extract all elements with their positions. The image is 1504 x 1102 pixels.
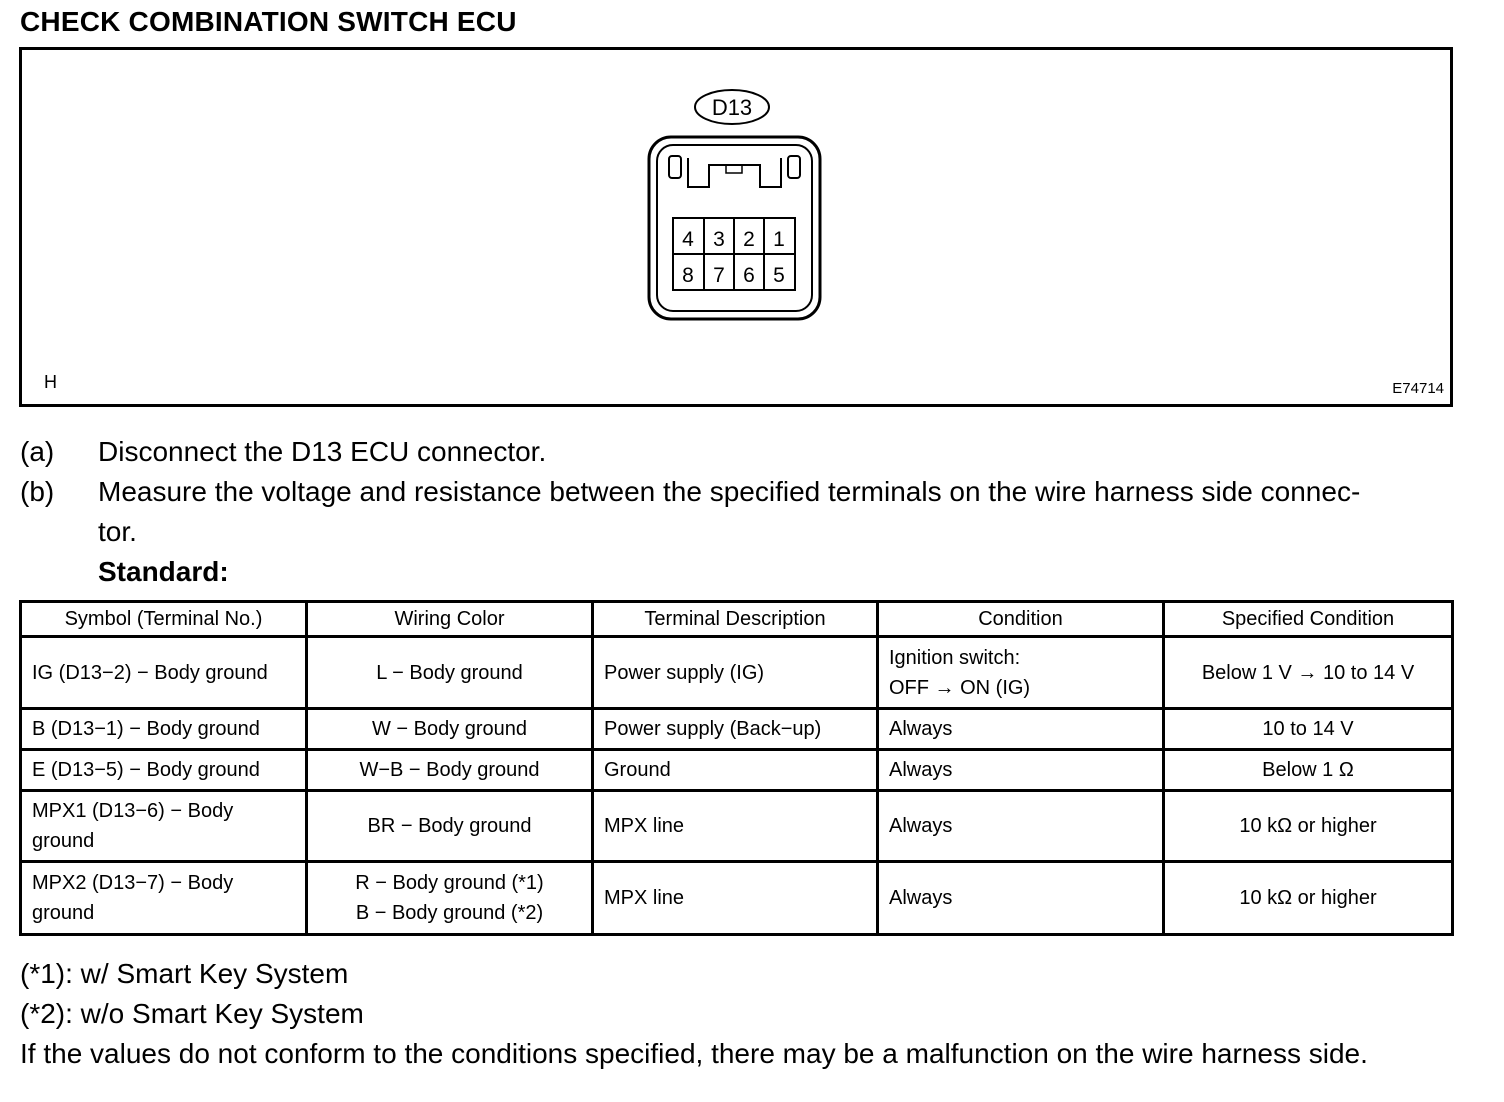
- table-row: [21, 709, 1453, 750]
- connector-figure: [19, 47, 1453, 407]
- step-text: Disconnect the D13 ECU connector.: [98, 436, 547, 467]
- description-cell: Ground: [593, 750, 878, 791]
- column-header: Terminal Description: [593, 602, 878, 637]
- description-cell: MPX line: [593, 862, 878, 935]
- condition-cell: Ignition switch: OFF → ON (IG): [878, 637, 1164, 709]
- column-header: Specified Condition: [1164, 602, 1453, 637]
- pin-6: 6: [743, 264, 755, 287]
- step-label: (a): [20, 436, 55, 467]
- wiring-cell: W − Body ground: [307, 709, 593, 750]
- right-tab: [788, 156, 800, 178]
- figure-corner-letter: H: [44, 372, 57, 392]
- pin-8: 8: [682, 264, 694, 287]
- pin-5: 5: [773, 264, 785, 287]
- step-text-continued: tor.: [98, 516, 137, 547]
- symbol-cell: MPX1 (D13−6) − Body ground: [21, 791, 307, 862]
- condition-cell: Always: [878, 709, 1164, 750]
- wiring-cell: R − Body ground (*1) B − Body ground (*2): [307, 862, 593, 935]
- column-header: Wiring Color: [307, 602, 593, 637]
- spec-table: [19, 600, 1454, 936]
- standard-label: Standard:: [98, 556, 229, 587]
- symbol-cell: E (D13−5) − Body ground: [21, 750, 307, 791]
- step-label: (b): [20, 476, 55, 507]
- symbol-cell: IG (D13−2) − Body ground: [21, 637, 307, 709]
- footnote-2: (*2): w/o Smart Key System: [20, 998, 364, 1029]
- wiring-cell: W−B − Body ground: [307, 750, 593, 791]
- page-title: CHECK COMBINATION SWITCH ECU: [20, 6, 517, 37]
- spec-cell: Below 1 Ω: [1164, 750, 1453, 791]
- pin-2: 2: [743, 228, 755, 251]
- wiring-cell: L − Body ground: [307, 637, 593, 709]
- column-header: Condition: [878, 602, 1164, 637]
- table-row: [21, 637, 1453, 709]
- condition-cell: Always: [878, 791, 1164, 862]
- step-text: Measure the voltage and resistance between the specified terminals on the wire harness side connec-: [98, 476, 1361, 507]
- left-tab: [669, 156, 681, 178]
- description-cell: MPX line: [593, 791, 878, 862]
- pin-7: 7: [713, 264, 725, 287]
- table-row: [21, 862, 1453, 935]
- latch-notch: [726, 165, 742, 173]
- spec-cell: Below 1 V → 10 to 14 V: [1164, 637, 1453, 709]
- connector-diagram: [22, 50, 1450, 404]
- wiring-cell: BR − Body ground: [307, 791, 593, 862]
- pin-4: 4: [682, 228, 694, 251]
- spec-cell: 10 kΩ or higher: [1164, 791, 1453, 862]
- table-row: [21, 791, 1453, 862]
- description-cell: Power supply (IG): [593, 637, 878, 709]
- description-cell: Power supply (Back−up): [593, 709, 878, 750]
- connector-label: D13: [711, 95, 753, 120]
- table-row: [21, 750, 1453, 791]
- symbol-cell: MPX2 (D13−7) − Body ground: [21, 862, 307, 935]
- condition-cell: Always: [878, 750, 1164, 791]
- column-header: Symbol (Terminal No.): [21, 602, 307, 637]
- condition-cell: Always: [878, 862, 1164, 935]
- symbol-cell: B (D13−1) − Body ground: [21, 709, 307, 750]
- footnote-1: (*1): w/ Smart Key System: [20, 958, 349, 989]
- pin-1: 1: [773, 228, 785, 251]
- table-header-row: [21, 602, 1453, 637]
- spec-cell: 10 to 14 V: [1164, 709, 1453, 750]
- pin-3: 3: [713, 228, 725, 251]
- footnote-note: If the values do not conform to the conditions specified, there may be a malfunction on the wire harness side.: [20, 1038, 1368, 1069]
- spec-cell: 10 kΩ or higher: [1164, 862, 1453, 935]
- figure-code: E74714: [1392, 380, 1444, 397]
